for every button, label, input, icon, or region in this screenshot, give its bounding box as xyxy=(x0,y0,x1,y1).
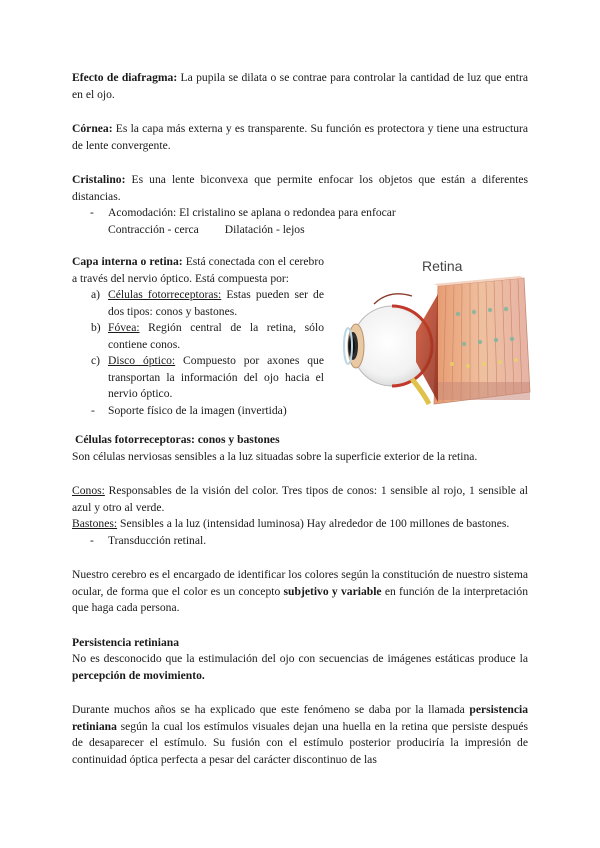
paragraph-conos xyxy=(72,483,528,516)
figure-title: Retina xyxy=(422,258,463,274)
heading-persistencia: Persistencia retiniana xyxy=(72,635,180,649)
list-mark: - xyxy=(91,403,95,417)
paragraph-fotorreceptoras: Son células nerviosas sensibles a la luz situadas sobre la superficie exterior de la retina. xyxy=(72,449,478,463)
list-item xyxy=(72,353,324,403)
list-text: Compuesto por axones que transportan la información del ojo hacia el nervio óptico. xyxy=(108,354,324,400)
text-retina: Está conectada con el cerebro a través del nervio óptico. Está compuesta por: xyxy=(72,255,324,285)
list-term: Células fotorreceptoras: xyxy=(108,288,222,301)
contraccion-text: Contracción - cerca xyxy=(108,222,199,236)
text-bastones: Sensibles a la luz (intensidad luminosa) Hay alrededor de 100 millones de bastones. xyxy=(117,517,510,530)
bold-persistencia-retiniana: persistencia retiniana xyxy=(72,703,528,733)
bold-subjetivo: subjetivo y variable xyxy=(283,584,382,598)
term-bastones: Bastones: xyxy=(72,517,118,530)
paragraph-retina xyxy=(72,254,324,287)
list-item xyxy=(72,403,324,420)
retina-tissue-block xyxy=(434,276,530,404)
paragraph-diafragma xyxy=(72,70,528,103)
bold-percepcion: percepción de movimiento. xyxy=(72,668,205,682)
retina-section xyxy=(72,254,528,432)
text-diafragma: La pupila se dilata o se contrae para controlar la cantidad de luz que entra en el ojo. xyxy=(72,71,528,101)
bullet-acomodacion-text: Acomodación: El cristalino se aplana o redondea para enfocar xyxy=(108,206,396,219)
bullet-acomodacion xyxy=(72,205,528,222)
term-conos: Conos: xyxy=(72,484,105,497)
paragraph-cristalino xyxy=(72,172,528,205)
bullet-mark: - xyxy=(90,533,94,547)
text-cornea: Es la capa más externa y es transparente. Su función es protectora y tiene una estructura de lente convergente. xyxy=(72,122,528,152)
list-text: Estas pueden ser de dos tipos: conos y bastones. xyxy=(108,288,324,318)
paragraph-persistencia: No es desconocido que la estimulación del ojo con secuencias de imágenes estáticas produce la percepción de movimiento. xyxy=(72,652,528,682)
list-mark: a) xyxy=(91,288,101,301)
text-conos: Responsables de la visión del color. Tres tipos de conos: 1 sensible al rojo, 1 sensible al azul y otro al verde. xyxy=(72,484,528,514)
dilatacion-text: Dilatación - lejos xyxy=(224,222,305,236)
list-text: Soporte físico de la imagen (invertida) xyxy=(108,403,287,417)
document-page xyxy=(72,70,528,768)
paragraph-cornea xyxy=(72,121,528,154)
paragraph-cerebro: Nuestro cerebro es el encargado de identificar los colores según la constitución de nuestro sistema ocular, de forma que el color es un concepto subjetivo y variable en función de la interpretación que haga cada persona. xyxy=(72,568,528,614)
list-item xyxy=(72,320,324,353)
paragraph-durante: Durante muchos años se ha explicado que este fenómeno se daba por la llamada persistencia retiniana según la cual los estímulos visuales dejan una huella en la retina que persiste después de desaparecer el estímulo. Su fusión con el estímulo posterior produciría la impresión de continuidad óptica perfecta a pesar del carácter discontinuo de las xyxy=(72,703,528,766)
heading-fotorreceptoras: Células fotorreceptoras: conos y bastones xyxy=(75,433,280,446)
term-retina: Capa interna o retina: xyxy=(72,255,183,268)
bullet-transduccion xyxy=(72,533,528,550)
retina-text-column xyxy=(72,254,324,419)
list-term: Disco óptico: xyxy=(108,354,176,367)
retina-illustration xyxy=(334,254,534,424)
term-diafragma: Efecto de diafragma: xyxy=(72,71,178,84)
list-term: Fóvea: xyxy=(108,321,140,334)
term-cornea: Córnea: xyxy=(72,122,113,135)
paragraph-bastones xyxy=(72,516,528,533)
list-mark: c) xyxy=(91,354,101,367)
list-mark: b) xyxy=(91,321,101,334)
bullet-transduccion-text: Transducción retinal. xyxy=(108,533,207,547)
list-text: Región central de la retina, sólo contiene conos. xyxy=(108,321,324,351)
contraccion-dilatacion-line xyxy=(72,222,528,239)
bullet-mark: - xyxy=(90,206,94,219)
list-item xyxy=(72,287,324,320)
term-cristalino: Cristalino: xyxy=(72,173,126,186)
text-cristalino: Es una lente biconvexa que permite enfocar los objetos que están a diferentes distancias. xyxy=(72,173,528,203)
